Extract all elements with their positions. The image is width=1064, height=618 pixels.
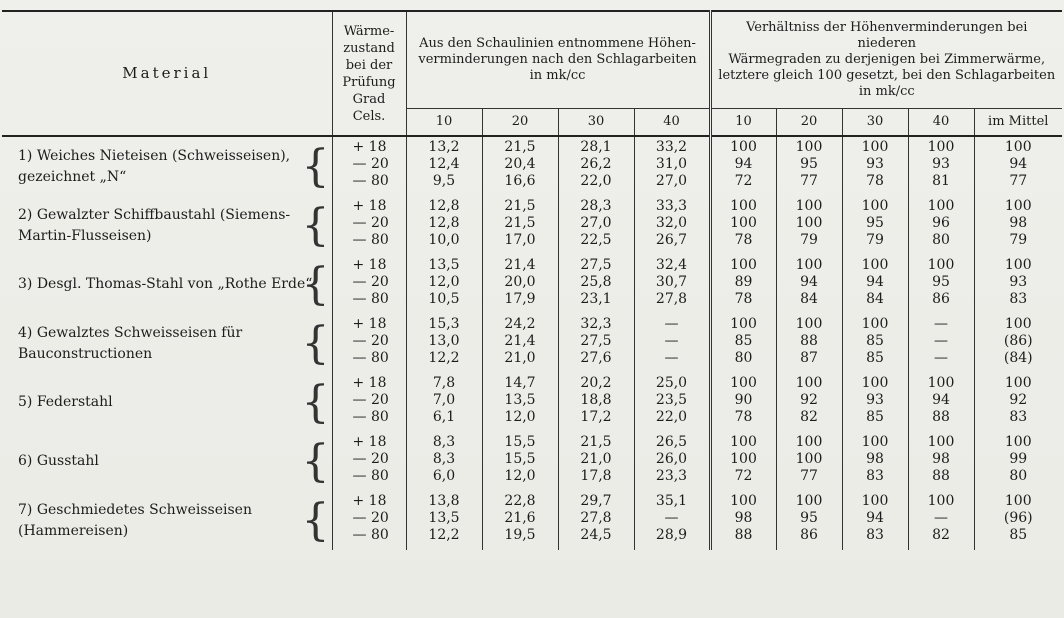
ratio-cell: 98 <box>842 451 908 468</box>
temperature-cell: + 18 <box>332 314 406 333</box>
mean-cell: 100 <box>974 314 1062 333</box>
mean-cell: 100 <box>974 196 1062 215</box>
ratio-cell: 100 <box>842 255 908 274</box>
temperature-cell: — 20 <box>332 156 406 173</box>
ratio-cell: 78 <box>842 173 908 196</box>
material-name-cell <box>2 136 332 196</box>
ratio-cell: 94 <box>776 274 842 291</box>
temperature-cell: + 18 <box>332 255 406 274</box>
reduction-cell: 14,7 <box>482 373 558 392</box>
temperature-cell: + 18 <box>332 491 406 510</box>
ratio-cell: — <box>908 314 974 333</box>
reduction-cell: 7,0 <box>406 392 482 409</box>
reduction-cell: 33,2 <box>634 136 710 156</box>
reduction-cell: 25,0 <box>634 373 710 392</box>
ratio-cell: 85 <box>842 350 908 373</box>
material-name: 6) Gusstahl <box>18 453 99 469</box>
mean-cell: 93 <box>974 274 1062 291</box>
reduction-cell: — <box>634 333 710 350</box>
reduction-cell: 20,4 <box>482 156 558 173</box>
ratio-header-line: in mk/cc <box>858 84 915 99</box>
row-group-brace-icon: { <box>301 376 330 428</box>
reduction-cell: 26,0 <box>634 451 710 468</box>
ratio-cell: 88 <box>776 333 842 350</box>
ratio-cell: 93 <box>908 156 974 173</box>
reduction-cell: 15,5 <box>482 432 558 451</box>
col-header-ratio-40: 40 <box>908 109 974 137</box>
reduction-cell: — <box>634 350 710 373</box>
mean-cell: 77 <box>974 173 1062 196</box>
temperature-cell: + 18 <box>332 196 406 215</box>
ratio-cell: 92 <box>776 392 842 409</box>
material-column-header <box>2 11 332 136</box>
reduction-cell: 6,1 <box>406 409 482 432</box>
reduction-cell: 27,0 <box>558 215 634 232</box>
reduction-cell: 12,0 <box>482 468 558 491</box>
reduction-cell: 23,5 <box>634 392 710 409</box>
row-group-brace-icon: { <box>301 140 330 192</box>
ratio-cell: 82 <box>776 409 842 432</box>
col-header-ratio-20: 20 <box>776 109 842 137</box>
reduction-cell: 25,8 <box>558 274 634 291</box>
ratio-cell: 88 <box>908 409 974 432</box>
ratio-cell: 100 <box>776 314 842 333</box>
table-row <box>2 255 1062 274</box>
ratio-cell: 94 <box>842 274 908 291</box>
ratio-cell: 100 <box>908 432 974 451</box>
reduction-cell: 13,0 <box>406 333 482 350</box>
reduction-cell: 9,5 <box>406 173 482 196</box>
reduction-cell: 19,5 <box>482 527 558 550</box>
reduction-cell: 28,3 <box>558 196 634 215</box>
reduction-cell: 12,0 <box>482 409 558 432</box>
row-group-brace-icon: { <box>301 494 330 546</box>
reduction-header-line: in mk/cc <box>529 68 586 83</box>
ratio-cell: 84 <box>842 291 908 314</box>
mean-cell: 83 <box>974 409 1062 432</box>
reduction-cell: 26,5 <box>634 432 710 451</box>
ratio-cell: 100 <box>776 373 842 392</box>
ratio-cell: 94 <box>908 392 974 409</box>
temperature-cell: — 20 <box>332 333 406 350</box>
reduction-cell: 21,4 <box>482 255 558 274</box>
temperature-cell: — 80 <box>332 173 406 196</box>
reduction-cell: 32,0 <box>634 215 710 232</box>
temperature-cell: + 18 <box>332 373 406 392</box>
mean-cell: 100 <box>974 255 1062 274</box>
reduction-cell: 15,3 <box>406 314 482 333</box>
ratio-cell: 100 <box>710 255 776 274</box>
reduction-cell: 33,3 <box>634 196 710 215</box>
col-header-work-10: 10 <box>406 109 482 137</box>
material-name-cell <box>2 432 332 491</box>
col-header-ratio-30: 30 <box>842 109 908 137</box>
ratio-cell: 94 <box>710 156 776 173</box>
material-name: 1) Weiches Nieteisen (Schweisseisen), gezeichnet „N“ <box>18 147 291 185</box>
table-row <box>2 314 1062 333</box>
mean-cell: 92 <box>974 392 1062 409</box>
temperature-cell: — 20 <box>332 510 406 527</box>
mean-cell: 94 <box>974 156 1062 173</box>
mean-cell: (84) <box>974 350 1062 373</box>
data-table <box>2 10 1062 550</box>
ratio-cell: 95 <box>908 274 974 291</box>
row-group-brace-icon: { <box>301 317 330 369</box>
reduction-cell: 28,1 <box>558 136 634 156</box>
temperature-cell: — 20 <box>332 274 406 291</box>
reduction-cell: 24,2 <box>482 314 558 333</box>
ratio-cell: 93 <box>842 392 908 409</box>
ratio-cell: 100 <box>710 215 776 232</box>
reduction-cell: 17,9 <box>482 291 558 314</box>
table-row <box>2 196 1062 215</box>
reduction-cell: 21,5 <box>482 215 558 232</box>
material-name-cell <box>2 491 332 550</box>
ratio-group-header <box>710 11 1062 109</box>
reduction-cell: 10,0 <box>406 232 482 255</box>
reduction-cell: 12,8 <box>406 196 482 215</box>
reduction-cell: 28,9 <box>634 527 710 550</box>
mean-cell: 83 <box>974 291 1062 314</box>
ratio-cell: 100 <box>776 196 842 215</box>
reduction-cell: 27,8 <box>558 510 634 527</box>
ratio-cell: 100 <box>776 136 842 156</box>
ratio-cell: 83 <box>842 468 908 491</box>
reduction-cell: 22,0 <box>558 173 634 196</box>
temperature-cell: — 20 <box>332 451 406 468</box>
reduction-header-line: Aus den Schaulinien entnommene Höhen- <box>419 36 696 51</box>
reduction-cell: 32,4 <box>634 255 710 274</box>
mean-cell: 100 <box>974 373 1062 392</box>
reduction-cell: 21,0 <box>558 451 634 468</box>
ratio-cell: 72 <box>710 173 776 196</box>
reduction-cell: 16,6 <box>482 173 558 196</box>
ratio-cell: 100 <box>776 491 842 510</box>
material-name-cell <box>2 373 332 432</box>
ratio-cell: 88 <box>908 468 974 491</box>
reduction-cell: 21,0 <box>482 350 558 373</box>
ratio-cell: 100 <box>842 196 908 215</box>
reduction-cell: 32,3 <box>558 314 634 333</box>
temp-header-line: Prüfung <box>342 74 396 90</box>
reduction-cell: 21,5 <box>482 136 558 156</box>
ratio-cell: 100 <box>908 491 974 510</box>
mean-cell: 99 <box>974 451 1062 468</box>
col-header-work-40: 40 <box>634 109 710 137</box>
reduction-cell: 8,3 <box>406 432 482 451</box>
ratio-cell: 100 <box>842 314 908 333</box>
ratio-cell: — <box>908 510 974 527</box>
ratio-cell: 98 <box>908 451 974 468</box>
ratio-cell: 85 <box>842 409 908 432</box>
temp-header-line: bei der <box>345 57 393 73</box>
reduction-cell: 17,0 <box>482 232 558 255</box>
reduction-cell: 27,0 <box>634 173 710 196</box>
ratio-cell: 82 <box>908 527 974 550</box>
material-name: 7) Geschmiedetes Schweisseisen (Hammereisen) <box>18 501 252 539</box>
reduction-cell: 27,5 <box>558 333 634 350</box>
temperature-cell: — 80 <box>332 350 406 373</box>
reduction-cell: 8,3 <box>406 451 482 468</box>
ratio-cell: 87 <box>776 350 842 373</box>
mean-cell: 85 <box>974 527 1062 550</box>
reduction-cell: 35,1 <box>634 491 710 510</box>
ratio-cell: 100 <box>842 491 908 510</box>
reduction-cell: 31,0 <box>634 156 710 173</box>
mean-cell: 100 <box>974 136 1062 156</box>
temperature-cell: — 80 <box>332 409 406 432</box>
material-name: 4) Gewalztes Schweisseisen für Bauconstructionen <box>18 324 243 362</box>
reduction-cell: 29,7 <box>558 491 634 510</box>
reduction-cell: 26,7 <box>634 232 710 255</box>
col-header-ratio-10: 10 <box>710 109 776 137</box>
reduction-cell: 10,5 <box>406 291 482 314</box>
ratio-cell: 100 <box>710 196 776 215</box>
table-row <box>2 432 1062 451</box>
col-header-mean: im Mittel <box>974 109 1062 137</box>
material-name: 3) Desgl. Thomas-Stahl von „Rothe Erde“ <box>18 276 313 292</box>
ratio-cell: — <box>908 333 974 350</box>
reduction-cell: 22,0 <box>634 409 710 432</box>
reduction-cell: 12,0 <box>406 274 482 291</box>
ratio-cell: 86 <box>776 527 842 550</box>
temp-header-line: Wärme- <box>343 23 395 39</box>
ratio-cell: 100 <box>776 255 842 274</box>
mean-cell: (96) <box>974 510 1062 527</box>
reduction-cell: 20,2 <box>558 373 634 392</box>
ratio-cell: 93 <box>842 156 908 173</box>
mean-cell: 80 <box>974 468 1062 491</box>
temperature-cell: + 18 <box>332 432 406 451</box>
reduction-cell: 23,1 <box>558 291 634 314</box>
reduction-cell: 21,6 <box>482 510 558 527</box>
reduction-cell: 24,5 <box>558 527 634 550</box>
table-body <box>2 136 1062 550</box>
reduction-cell: 12,8 <box>406 215 482 232</box>
ratio-cell: 100 <box>776 215 842 232</box>
material-name-cell <box>2 314 332 373</box>
reduction-cell: 17,2 <box>558 409 634 432</box>
ratio-cell: 86 <box>908 291 974 314</box>
ratio-cell: 100 <box>842 136 908 156</box>
ratio-cell: 80 <box>908 232 974 255</box>
ratio-cell: 100 <box>710 451 776 468</box>
ratio-cell: 89 <box>710 274 776 291</box>
ratio-header-line: Verhältniss der Höhenverminderungen bei niederen <box>746 20 1028 51</box>
reduction-cell: 26,2 <box>558 156 634 173</box>
reduction-cell: 15,5 <box>482 451 558 468</box>
ratio-cell: 88 <box>710 527 776 550</box>
mean-cell: (86) <box>974 333 1062 350</box>
ratio-cell: 85 <box>842 333 908 350</box>
table-row <box>2 373 1062 392</box>
reduction-cell: 12,2 <box>406 350 482 373</box>
material-name-cell <box>2 255 332 314</box>
reduction-cell: 27,6 <box>558 350 634 373</box>
reduction-cell: 18,8 <box>558 392 634 409</box>
mean-cell: 100 <box>974 491 1062 510</box>
ratio-cell: 79 <box>776 232 842 255</box>
ratio-cell: 95 <box>842 215 908 232</box>
ratio-cell: 100 <box>908 373 974 392</box>
temperature-cell: — 80 <box>332 232 406 255</box>
ratio-cell: 100 <box>710 373 776 392</box>
row-group-brace-icon: { <box>301 258 330 310</box>
temp-header-line: zustand <box>343 40 395 56</box>
ratio-cell: 96 <box>908 215 974 232</box>
ratio-cell: 100 <box>776 432 842 451</box>
reduction-cell: 22,5 <box>558 232 634 255</box>
col-header-work-30: 30 <box>558 109 634 137</box>
ratio-cell: 100 <box>908 136 974 156</box>
ratio-cell: — <box>908 350 974 373</box>
reduction-cell: 30,7 <box>634 274 710 291</box>
ratio-cell: 77 <box>776 468 842 491</box>
ratio-cell: 95 <box>776 156 842 173</box>
reduction-group-header <box>406 11 710 109</box>
mean-cell: 79 <box>974 232 1062 255</box>
ratio-cell: 98 <box>710 510 776 527</box>
ratio-cell: 72 <box>710 468 776 491</box>
ratio-cell: 100 <box>776 451 842 468</box>
row-group-brace-icon: { <box>301 199 330 251</box>
ratio-cell: 78 <box>710 409 776 432</box>
ratio-cell: 83 <box>842 527 908 550</box>
reduction-cell: 13,5 <box>406 255 482 274</box>
ratio-cell: 100 <box>710 432 776 451</box>
ratio-cell: 90 <box>710 392 776 409</box>
ratio-cell: 100 <box>710 136 776 156</box>
ratio-header-line: Wärmegraden zu derjenigen bei Zimmerwärme, <box>728 52 1046 67</box>
reduction-cell: 17,8 <box>558 468 634 491</box>
ratio-cell: 95 <box>776 510 842 527</box>
reduction-cell: — <box>634 510 710 527</box>
reduction-cell: 13,2 <box>406 136 482 156</box>
reduction-cell: 23,3 <box>634 468 710 491</box>
mean-cell: 100 <box>974 432 1062 451</box>
material-name-cell <box>2 196 332 255</box>
reduction-cell: — <box>634 314 710 333</box>
temperature-cell: — 80 <box>332 468 406 491</box>
ratio-cell: 94 <box>842 510 908 527</box>
ratio-cell: 80 <box>710 350 776 373</box>
reduction-cell: 27,8 <box>634 291 710 314</box>
reduction-cell: 12,4 <box>406 156 482 173</box>
ratio-cell: 100 <box>710 491 776 510</box>
temperature-cell: — 20 <box>332 215 406 232</box>
col-header-work-20: 20 <box>482 109 558 137</box>
table-row <box>2 136 1062 156</box>
temperature-cell: + 18 <box>332 136 406 156</box>
temperature-cell: — 80 <box>332 291 406 314</box>
ratio-cell: 100 <box>908 196 974 215</box>
material-name: 2) Gewalzter Schiffbaustahl (Siemens-Martin-Flusseisen) <box>18 206 291 244</box>
reduction-cell: 21,5 <box>558 432 634 451</box>
ratio-cell: 78 <box>710 291 776 314</box>
ratio-cell: 81 <box>908 173 974 196</box>
ratio-cell: 100 <box>842 373 908 392</box>
ratio-cell: 85 <box>710 333 776 350</box>
temperature-cell: — 20 <box>332 392 406 409</box>
ratio-cell: 100 <box>710 314 776 333</box>
temp-header-line: Grad Cels. <box>352 91 386 124</box>
ratio-cell: 77 <box>776 173 842 196</box>
row-group-brace-icon: { <box>301 435 330 487</box>
reduction-cell: 20,0 <box>482 274 558 291</box>
temperature-column-header <box>332 11 406 136</box>
reduction-cell: 6,0 <box>406 468 482 491</box>
ratio-cell: 79 <box>842 232 908 255</box>
ratio-cell: 100 <box>842 432 908 451</box>
reduction-cell: 27,5 <box>558 255 634 274</box>
reduction-cell: 13,5 <box>482 392 558 409</box>
reduction-cell: 22,8 <box>482 491 558 510</box>
reduction-cell: 21,5 <box>482 196 558 215</box>
ratio-header-line: letztere gleich 100 gesetzt, bei den Schlagarbeiten <box>718 68 1056 83</box>
material-name: 5) Federstahl <box>18 394 113 410</box>
temperature-cell: — 80 <box>332 527 406 550</box>
material-header-label: Material <box>122 63 212 82</box>
reduction-cell: 12,2 <box>406 527 482 550</box>
ratio-cell: 78 <box>710 232 776 255</box>
reduction-cell: 13,8 <box>406 491 482 510</box>
reduction-header-line: verminderungen nach den Schlagarbeiten <box>418 52 697 67</box>
reduction-cell: 7,8 <box>406 373 482 392</box>
table-row <box>2 491 1062 510</box>
ratio-cell: 100 <box>908 255 974 274</box>
reduction-cell: 13,5 <box>406 510 482 527</box>
reduction-cell: 21,4 <box>482 333 558 350</box>
ratio-cell: 84 <box>776 291 842 314</box>
mean-cell: 98 <box>974 215 1062 232</box>
